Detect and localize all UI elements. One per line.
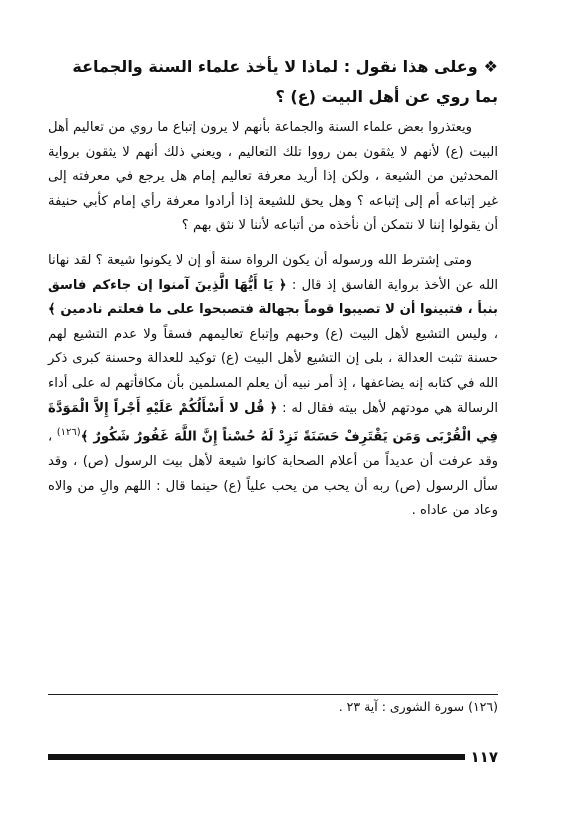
page-body [48,52,498,524]
paragraph-2-intro: ومتى إشترط الله ورسوله أن يكون الرواة سنة أو إن لا يكونوا شيعة ؟ لقد نهانا الله عن الأخذ برواية الفاسق إذ قال : [48,252,498,293]
page-footer [48,748,498,766]
paragraph-1: ويعتذروا بعض علماء السنة والجماعة بأنهم لا يرون إتباع ما روي من تعاليم أهل البيت (ع) لأنهم لا يثقون بمن رووا تلك التعاليم ، ويعني ذلك أنهم لا يثقون برواية المحدثين من الشيعة ، ولكن إذا أريد معرفة تعاليم إمام هل يرجع في معرفته إلى غير إتباعه أم إلى إتباعه ؟ وهل يحق للشيعة إذا أرادوا معرفة رأي إمام كأبي حنيفة أن يقولوا إننا لا نتمكن أن نأخذه من أتباعه لأننا لا نثق بهم ؟ [48,120,498,234]
footer-bar [48,754,465,760]
page-number: ١١٧ [470,748,498,766]
footnote-reference: (١٢٦) [56,427,81,439]
paragraph-2-body: ، وليس التشيع لأهل البيت (ع) وحبهم وإتباع تعاليمهم فسقاً ولا عدم التشيع لهم حسنة تثبت العدالة ، بلى إن التشيع لأهل البيت (ع) توكيد للعدالة وحسنة كبرى ذكر الله في كتابه إنه يضاعفها ، إذ أمر نبيه أن يعلم المسلمين بأن مكافأتهم له على أداء الرسالة هي مودتهم لأهل بيته فقال له : [48,326,498,416]
quran-verse-1: ﴿ يَا أَيُّهَا الَّذِينَ آمنوا إن جاءكم فاسق بنبأ ، فتبينوا أن لا تصيبوا قوماً بجهالة فتصبحوا على ما فعلتم نادمين ﴾ [48,277,498,318]
section-heading [48,52,498,112]
diamond-bullet-icon: ❖ [483,57,498,76]
quran-verse-2: ﴿ قُل لا أَسْأَلُكُمْ عَلَيْهِ أَجْراً إِلاَّ الْمَوَدَّةَ فِي الْقُرْبَى وَمَن يَقْتَرِفْ حَسَنَةً نَزِدْ لَهُ حُسْناً إِنَّ اللَّهَ غَفُورٌ شَكُورٌ ﴾ [48,400,498,445]
heading-text: وعلى هذا نقول : لماذا لا يأخذ علماء السنة والجماعة بما روي عن أهل البيت (ع) ؟ [72,57,498,106]
paragraph-2 [48,249,498,524]
paragraph-2-closing: ، وقد عرفت أن عديداً من أعلام الصحابة كانوا شيعة لأهل بيت الرسول (ص) ، وقد سأل الرسول (ص) ربه أن يحب من يحب علياً (ع) حينما قال : اللهم والِ من والاه وعاد من عاداه . [48,429,498,519]
footnote-divider [48,694,498,695]
footnote: (١٢٦) سورة الشورى : آية ٢٣ . [338,699,498,714]
